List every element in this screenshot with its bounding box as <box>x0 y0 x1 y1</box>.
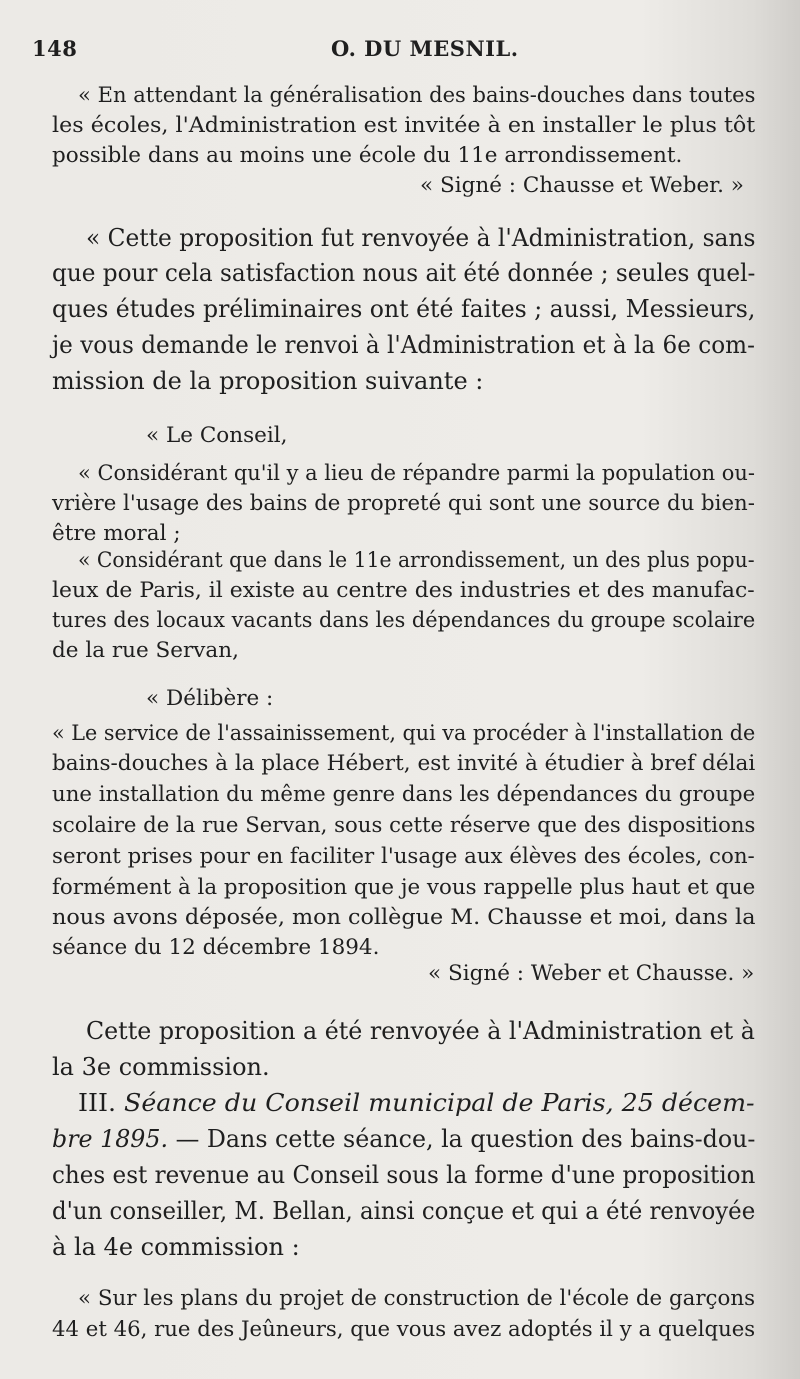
block5-line-2: 44 et 46, rue des Jeûneurs, que vous avez adoptés il y a quelques <box>52 1317 756 1342</box>
delibere: « Délibère : <box>146 686 274 711</box>
section-line-1: ches est revenue au Conseil sous la forme d'une proposition <box>52 1161 756 1189</box>
considerant1-line-3: être moral ; <box>52 521 181 546</box>
resolution-line-1: « Le service de l'assainissement, qui va procéder à l'installation de <box>52 721 756 746</box>
considerant2-line-3: tures des locaux vacants dans les dépendances du groupe scolaire <box>52 608 756 633</box>
block1-line-1: « En attendant la généralisation des bains-douches dans toutes <box>78 83 756 108</box>
block1-line-3: possible dans au moins une école du 11e arrondissement. <box>52 143 683 168</box>
section-heading: Séance du Conseil municipal de Paris, 25 décem- <box>124 1089 755 1117</box>
block1-signature: « Signé : Chausse et Weber. » <box>420 173 744 198</box>
section-heading-cont-line <box>52 1121 755 1158</box>
considerant1-line-1: « Considérant qu'il y a lieu de répandre parmi la population ou- <box>78 461 755 486</box>
resolution-line-8: séance du 12 décembre 1894. <box>52 935 380 960</box>
section-heading-cont: bre 1895. <box>52 1125 169 1153</box>
running-title: O. DU MESNIL. <box>331 36 519 61</box>
resolution-line-4: scolaire de la rue Servan, sous cette réserve que des dispositions <box>52 813 756 838</box>
considerant1-line-2: vrière l'usage des bains de propreté qui sont une source du bien- <box>52 491 755 516</box>
section-heading-line <box>78 1085 755 1122</box>
block4-line-1: Cette proposition a été renvoyée à l'Administration et à <box>86 1017 755 1045</box>
resolution-line-6: formément à la proposition que je vous rappelle plus haut et que <box>52 875 756 900</box>
resolution-line-7: nous avons déposée, mon collègue M. Chausse et moi, dans la <box>52 905 756 930</box>
considerant2-line-2: leux de Paris, il existe au centre des industries et des manufac- <box>52 578 755 603</box>
page-number: 148 <box>32 36 78 61</box>
block5-line-1: « Sur les plans du projet de construction de l'école de garçons <box>78 1286 756 1311</box>
considerant2-line-4: de la rue Servan, <box>52 638 239 663</box>
section-number: III. <box>78 1089 116 1117</box>
block3-signature: « Signé : Weber et Chausse. » <box>428 961 755 986</box>
block2-line-1: « Cette proposition fut renvoyée à l'Administration, sans <box>86 224 756 252</box>
block2-line-4: je vous demande le renvoi à l'Administration et à la 6e com- <box>52 331 755 359</box>
section-text-first: — Dans cette séance, la question des bains-dou- <box>168 1125 756 1153</box>
resolution-line-3: une installation du même genre dans les dépendances du groupe <box>52 782 756 807</box>
le-conseil: « Le Conseil, <box>146 423 288 448</box>
block2-line-3: ques études préliminaires ont été faites ; aussi, Messieurs, <box>52 295 756 323</box>
block1-line-2: les écoles, l'Administration est invitée à en installer le plus tôt <box>52 113 756 138</box>
resolution-line-2: bains-douches à la place Hébert, est invité à étudier à bref délai <box>52 751 756 776</box>
block2-line-2: que pour cela satisfaction nous ait été donnée ; seules quel- <box>52 259 756 287</box>
section-line-2: d'un conseiller, M. Bellan, ainsi conçue et qui a été renvoyée <box>52 1197 756 1225</box>
block2-line-5: mission de la proposition suivante : <box>52 367 484 395</box>
resolution-line-5: seront prises pour en faciliter l'usage aux élèves des écoles, con- <box>52 844 755 869</box>
considerant2-line-1: « Considérant que dans le 11e arrondissement, un des plus popu- <box>78 548 755 573</box>
block4-line-2: la 3e commission. <box>52 1053 270 1081</box>
section-line-3: à la 4e commission : <box>52 1233 300 1261</box>
